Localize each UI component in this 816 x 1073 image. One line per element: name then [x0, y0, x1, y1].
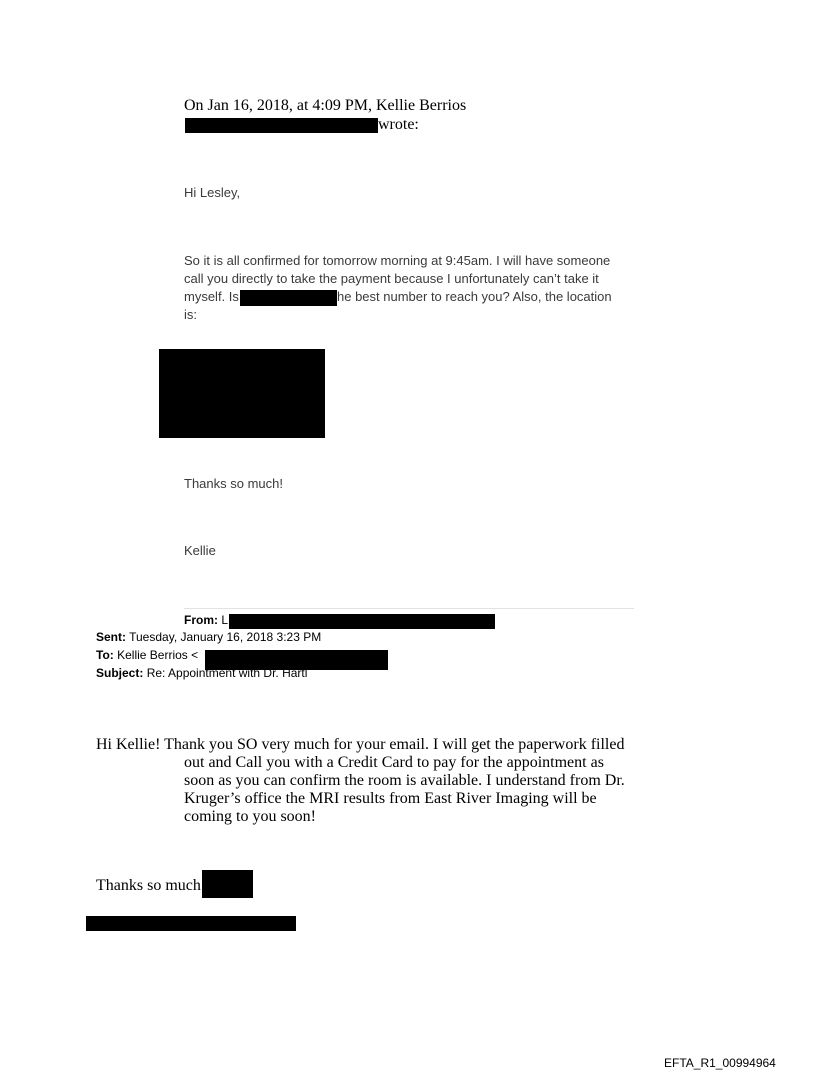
- from-row: [184, 613, 228, 627]
- quoted-signature: Kellie: [184, 543, 216, 558]
- subject-label: Subject:: [96, 666, 144, 680]
- body-line: soon as you can confirm the room is available. I understand from Dr.: [184, 772, 625, 789]
- from-value: L: [221, 613, 229, 627]
- quoted-paragraph-line: call you directly to take the payment because I unfortunately can’t take it: [184, 271, 599, 286]
- subject-value: Re: Appointment with Dr. Hartl: [146, 666, 308, 680]
- to-row: [96, 648, 198, 662]
- from-label: From:: [184, 613, 218, 627]
- body-thanks: Thanks so much: [96, 877, 201, 894]
- quoted-header-wrote: wrote:: [378, 116, 419, 133]
- quoted-greeting: Hi Lesley,: [184, 185, 241, 200]
- body-line: out and Call you with a Credit Card to pay for the appointment as: [184, 754, 604, 771]
- sent-row: [96, 630, 321, 644]
- to-label: To:: [96, 648, 114, 662]
- redaction-box: [229, 614, 495, 629]
- quoted-paragraph-line: myself. Is: [184, 289, 239, 304]
- body-line: Hi Kellie! Thank you SO very much for your email. I will get the paperwork filled: [96, 736, 625, 753]
- body-line: Kruger’s office the MRI results from East River Imaging will be: [184, 790, 597, 807]
- document-id: EFTA_R1_00994964: [664, 1056, 776, 1070]
- subject-row: [96, 666, 307, 680]
- redaction-box: [159, 349, 325, 438]
- to-value: Kellie Berrios <: [117, 648, 199, 662]
- quoted-thanks: Thanks so much!: [184, 476, 283, 491]
- body-line: coming to you soon!: [184, 808, 316, 825]
- quoted-paragraph-line: is:: [184, 307, 197, 322]
- divider: [184, 608, 634, 609]
- redaction-box: [240, 290, 337, 306]
- quoted-paragraph-line: So it is all confirmed for tomorrow morning at 9:45am. I will have someone: [184, 253, 611, 268]
- redaction-box: [185, 118, 378, 133]
- quoted-header-line: On Jan 16, 2018, at 4:09 PM, Kellie Berrios: [184, 97, 467, 114]
- sent-value: Tuesday, January 16, 2018 3:23 PM: [129, 630, 322, 644]
- redaction-box: [202, 870, 253, 898]
- sent-label: Sent:: [96, 630, 126, 644]
- quoted-paragraph-line: he best number to reach you? Also, the location: [337, 289, 612, 304]
- redaction-box: [86, 916, 296, 931]
